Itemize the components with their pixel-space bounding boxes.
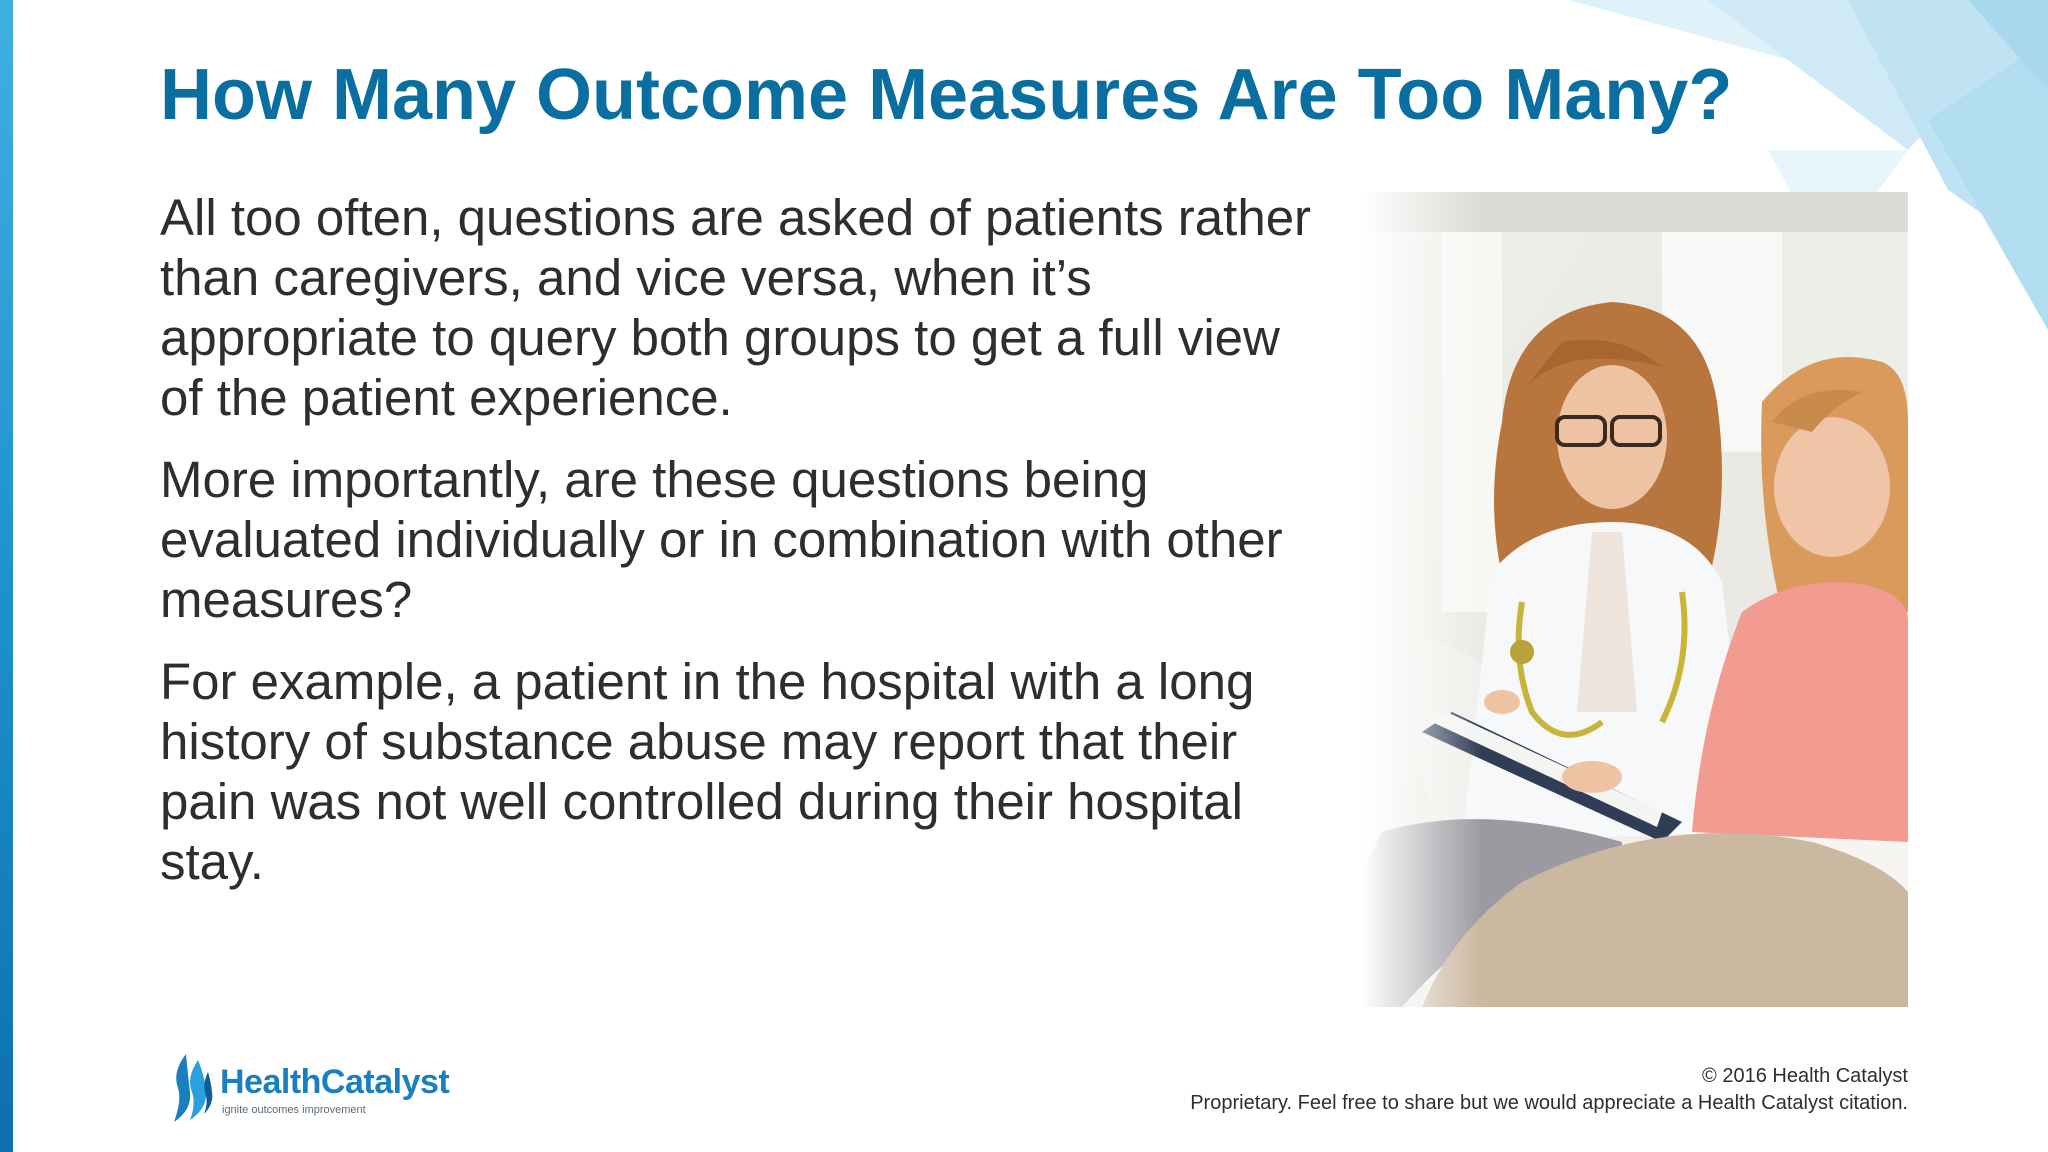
flame-icon — [166, 1052, 216, 1124]
left-accent-bar — [0, 0, 13, 1152]
copyright-text: © 2016 Health Catalyst — [1702, 1065, 1908, 1087]
paragraph-3: For example, a patient in the hospital with a long history of substance abuse may report that their pain was not well controlled during their hospital stay. — [160, 653, 1255, 890]
proprietary-notice: Proprietary. Feel free to share but we would appreciate a Health Catalyst citation. — [1190, 1092, 1908, 1114]
body-text — [160, 188, 1330, 914]
logo-name-health: Health — [220, 1063, 321, 1101]
logo-tagline: ignite outcomes improvement — [222, 1104, 366, 1116]
paragraph-2: More importantly, are these questions being evaluated individually or in combination with other measures? — [160, 451, 1283, 628]
paragraph-1: All too often, questions are asked of patients rather than caregivers, and vice versa, when it’s appropriate to query both groups to get a full view of the patient experience. — [160, 189, 1312, 426]
footer — [1190, 1063, 1908, 1117]
health-catalyst-logo — [166, 1052, 466, 1124]
doctor-patient-photo — [1362, 192, 1908, 1007]
logo-name-catalyst: Catalyst — [320, 1063, 450, 1101]
logo-wordmark — [220, 1064, 449, 1100]
slide-title: How Many Outcome Measures Are Too Many? — [160, 55, 1733, 135]
